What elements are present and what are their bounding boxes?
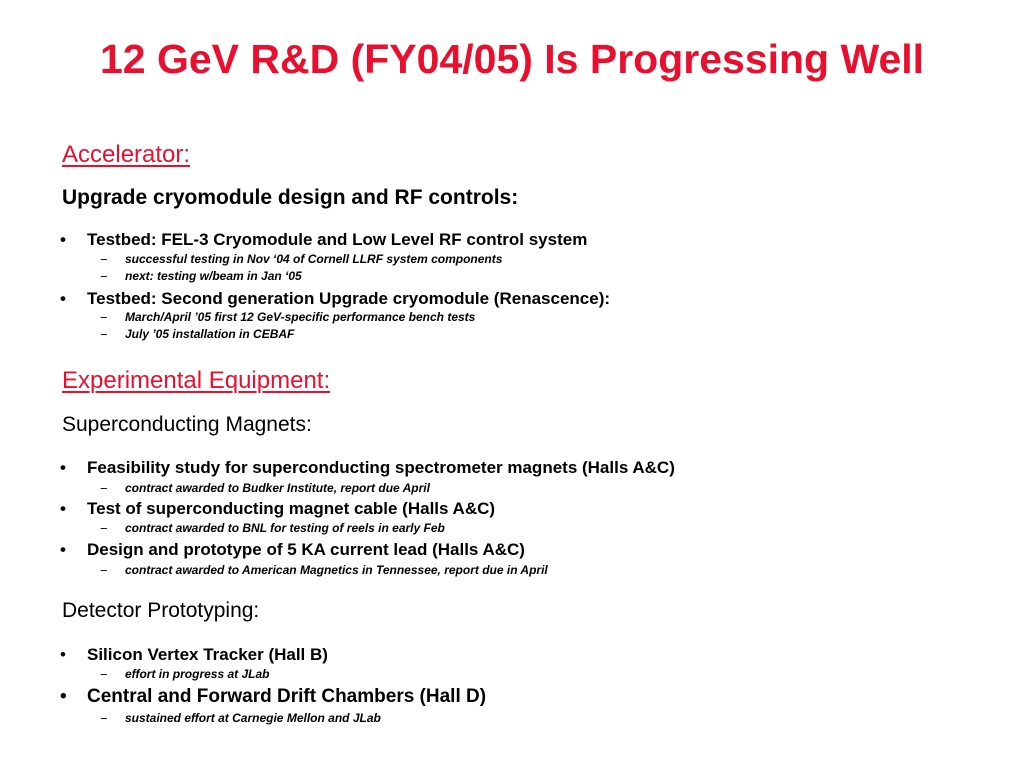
sub-item <box>100 269 900 285</box>
sub-item <box>100 711 900 727</box>
sub-item-text: sustained effort at Carnegie Mellon and JLab <box>125 711 381 725</box>
bullet-text: Test of superconducting magnet cable (Halls A&C) <box>87 499 496 518</box>
bullet-marker: • <box>60 230 66 249</box>
bullet-item <box>60 540 960 562</box>
sub-item-text: next: testing w/beam in Jan ‘05 <box>125 269 302 283</box>
bullet-marker: • <box>60 458 66 477</box>
dash-marker: − <box>100 481 108 496</box>
dash-marker: − <box>100 327 108 342</box>
sub-item-text: effort in progress at JLab <box>125 667 270 681</box>
sub-item <box>100 252 900 268</box>
dash-marker: − <box>100 310 108 325</box>
sub-item <box>100 327 900 343</box>
sub-item-text: successful testing in Nov ‘04 of Cornell LLRF system components <box>125 252 503 266</box>
sub-item <box>100 563 900 579</box>
bullet-marker: • <box>60 686 67 707</box>
sub-item <box>100 481 900 497</box>
bullet-item <box>60 289 960 311</box>
dash-marker: − <box>100 563 108 578</box>
bullet-text: Silicon Vertex Tracker (Hall B) <box>87 645 328 664</box>
sub-item-text: July ’05 installation in CEBAF <box>125 327 295 341</box>
accelerator-heading: Accelerator: <box>62 141 191 168</box>
dash-marker: − <box>100 521 108 536</box>
bullet-item <box>60 499 960 521</box>
bullet-item <box>60 686 960 710</box>
bullet-marker: • <box>60 499 66 518</box>
accelerator-subheading: Upgrade cryomodule design and RF controls: <box>62 186 519 209</box>
bullet-text: Feasibility study for superconducting spectrometer magnets (Halls A&C) <box>87 458 675 477</box>
bullet-marker: • <box>60 540 66 559</box>
detector-subheading: Detector Prototyping: <box>62 599 260 622</box>
sub-item <box>100 521 900 537</box>
dash-marker: − <box>100 667 108 682</box>
sub-item-text: contract awarded to Budker Institute, report due April <box>125 481 430 495</box>
experimental-heading: Experimental Equipment: <box>62 367 331 394</box>
bullet-text: Testbed: Second generation Upgrade cryomodule (Renascence): <box>87 289 611 308</box>
slide-title: 12 GeV R&D (FY04/05) Is Progressing Well <box>99 36 925 82</box>
bullet-item <box>60 230 960 252</box>
bullet-item <box>60 458 1000 480</box>
sub-item <box>100 667 900 683</box>
sub-item <box>100 310 900 326</box>
bullet-text: Design and prototype of 5 KA current lead (Halls A&C) <box>87 540 525 559</box>
dash-marker: − <box>100 252 108 267</box>
sub-item-text: contract awarded to American Magnetics in Tennessee, report due in April <box>125 563 548 577</box>
dash-marker: − <box>100 269 108 284</box>
bullet-item <box>60 645 960 667</box>
sub-item-text: March/April ’05 first 12 GeV-specific performance bench tests <box>125 310 476 324</box>
bullet-marker: • <box>60 289 66 308</box>
dash-marker: − <box>100 711 108 726</box>
bullet-text: Testbed: FEL-3 Cryomodule and Low Level RF control system <box>87 230 588 249</box>
bullet-marker: • <box>60 645 66 664</box>
magnets-subheading: Superconducting Magnets: <box>62 413 312 436</box>
bullet-text: Central and Forward Drift Chambers (Hall D) <box>87 686 487 707</box>
sub-item-text: contract awarded to BNL for testing of reels in early Feb <box>125 521 445 535</box>
